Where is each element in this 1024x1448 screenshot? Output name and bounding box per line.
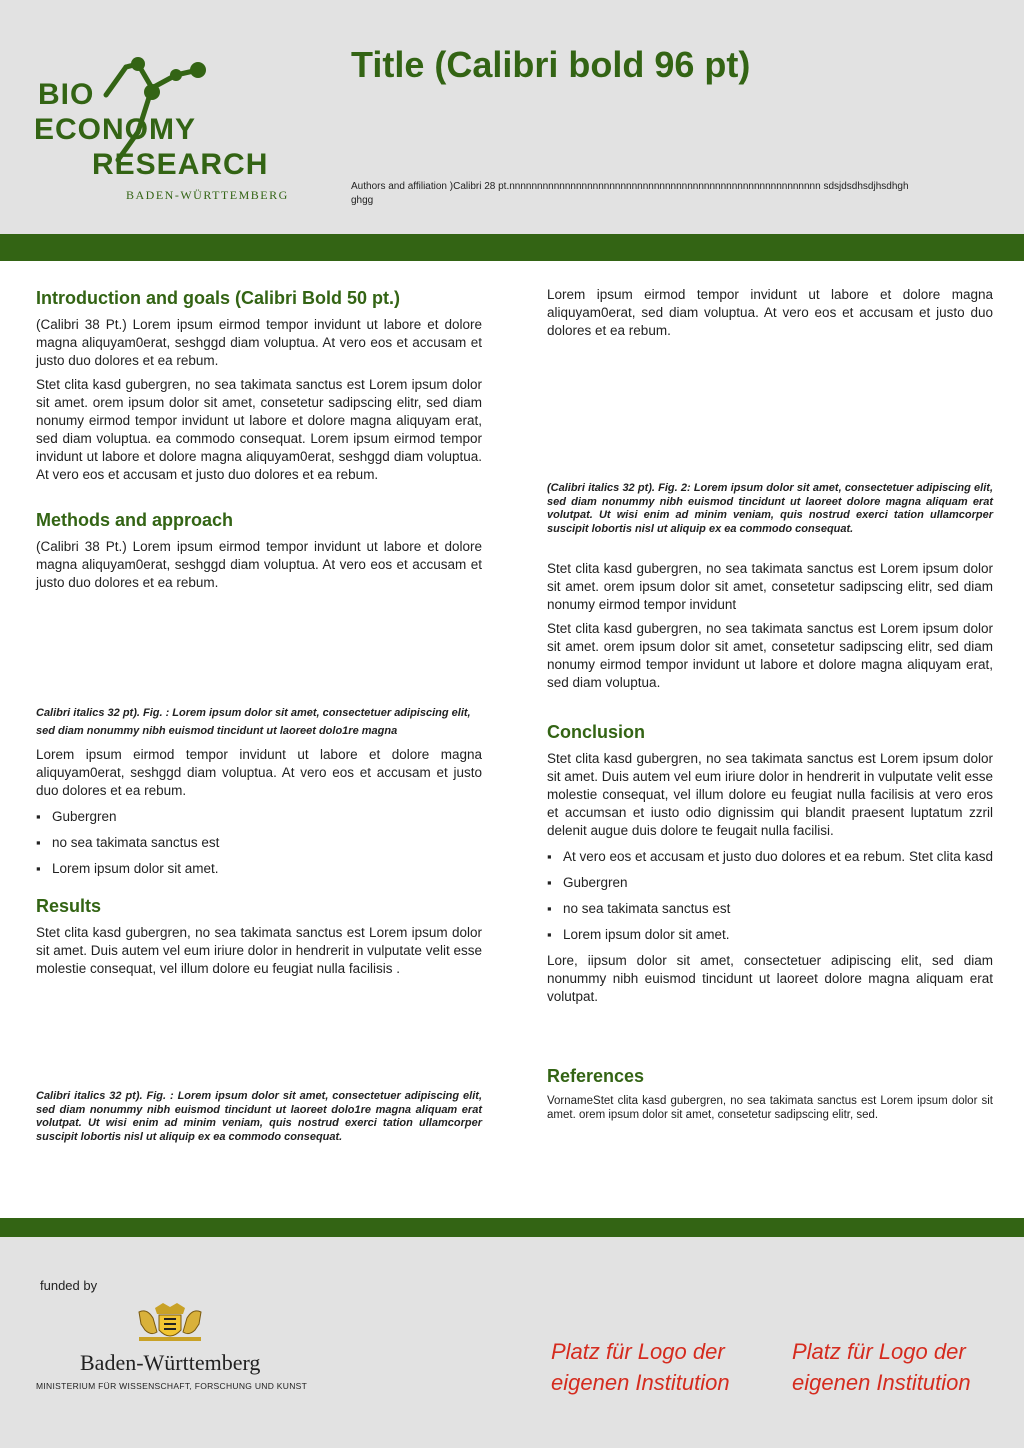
intro-paragraph-2: Stet clita kasd gubergren, no sea takimata sanctus est Lorem ipsum dolor sit amet. orem ipsum dolor sit amet, consetetur sadipscing elitr, sed diam nonumy eirmod tempor invidunt ut labore et dolore magna aliquyam erat, sed diam voluptua. ea commodo consequat. Lorem ipsum eirmod tempor invidunt ut labore et dolore magna aliquyam0erat, seshggd diam voluptua. At vero eos et accusam et justo duo dolores et ea rebum. [36,377,482,482]
bioeconomy-logo [30,50,300,210]
references-text: VornameStet clita kasd gubergren, no sea takimata sanctus est Lorem ipsum dolor sit amet. orem ipsum dolor sit amet, consetetur sadipscing elitr, sed. [547,1095,993,1121]
conclusion-paragraph-2: Lore, iipsum dolor sit amet, consectetuer adipiscing elit, sed diam nonummy nibh euismod tincidunt ut laoreet dolore magna aliquam erat volutpat. [547,953,993,1004]
ministry-name: MINISTERIUM FÜR WISSENSCHAFT, FORSCHUNG UND KUNST [36,1381,308,1391]
logo-placeholder-2: Platz für Logo der eigenen Institution [792,1339,971,1395]
methods-bullet-list [36,808,482,878]
references-heading: References [547,1066,645,1086]
figure-caption-3: Calibri italics 32 pt). Fig. : Lorem ipsum dolor sit amet, consectetuer adipiscing elit, sed diam nonummy nibh euismod tincidunt ut laoreet dolo1re magna aliquam erat volutpat. Ut wisi enim ad minim veniam, quis nostrud exerci tation ullamcorper suscipit lobortis nisl ut aliquip ex ea commodo consequat. [36,1090,482,1143]
figure-caption-1: Calibri italics 32 pt). Fig. : Lorem ipsum dolor sit amet, consectetuer adipiscing elit, sed diam nonummy nibh euismod tincidunt ut laoreet dolo1re magna [36,707,471,737]
conclusion-bullet-list [547,848,993,944]
logo-text-economy: ECONOMY [34,113,197,146]
bottom-green-bar [0,1218,1024,1237]
results-paragraph-1: Stet clita kasd gubergren, no sea takimata sanctus est Lorem ipsum dolor sit amet. Duis autem vel eum iriure dolor in hendrerit in vulputate velit esse molestie consequat, vel illum dolore eu feugiat nulla facilisis . [36,925,482,976]
methods-paragraph-1: (Calibri 38 Pt.) Lorem ipsum eirmod tempor invidunt ut labore et dolore magna aliquyam0erat, seshggd diam voluptua. At vero eos et accusam et justo duo dolores et ea rebum. [36,539,482,590]
conclusion-heading: Conclusion [547,722,645,742]
right-paragraph-3: Stet clita kasd gubergren, no sea takimata sanctus est Lorem ipsum dolor sit amet. orem ipsum dolor sit amet, consetetur sadipscing elitr, sed diam nonumy eirmod tempor invidunt ut labore et dolore magna aliquyam erat, sed diam voluptua. [547,621,993,690]
list-item: ▪ Lorem ipsum dolor sit amet. [36,860,482,878]
conclusion-paragraph-1: Stet clita kasd gubergren, no sea takimata sanctus est Lorem ipsum dolor sit amet. Duis autem vel eum iriure dolor in hendrerit in vulputate velit esse molestie consequat, vel illum dolore eu feugiat nulla facilisis at vero eros et accumsan et iusto odio dignissim qui blandit praesent luptatum zzril delenit augue duis dolore te feugait nulla facilisi. [547,751,993,838]
logo-text-research: RESEARCH [92,148,269,181]
list-item: ▪ At vero eos et accusam et justo duo dolores et ea rebum. Stet clita kasd [547,848,993,866]
figure-placeholder-2 [547,346,993,482]
list-item: ▪ no sea takimata sanctus est [547,900,993,918]
list-item: ▪ Gubergren [36,808,482,826]
poster-title: Title (Calibri bold 96 pt) [351,44,751,85]
list-item: ▪ Gubergren [547,874,993,892]
top-green-bar [0,234,1024,261]
right-paragraph-2: Stet clita kasd gubergren, no sea takimata sanctus est Lorem ipsum dolor sit amet. orem ipsum dolor sit amet, consetetur sadipscing elitr, sed diam nonumy eirmod tempor invidunt [547,561,993,612]
logo-text-region: BADEN-WÜRTTEMBERG [126,188,289,202]
methods-paragraph-2: Lorem ipsum eirmod tempor invidunt ut labore et dolore magna aliquyam0erat, seshggd diam voluptua. At vero eos et accusam et justo duo dolores et ea rebum. [36,747,482,798]
right-column [547,286,993,1122]
bw-state-name: Baden-Württemberg [80,1350,261,1375]
coat-of-arms-icon [133,1302,207,1344]
references-spacer [547,1012,993,1064]
figure-placeholder-3 [36,984,482,1090]
figure-placeholder-1 [36,598,482,704]
methods-heading: Methods and approach [36,510,234,530]
logo-placeholder-1: Platz für Logo der eigenen Institution [551,1339,730,1395]
results-heading: Results [36,896,102,916]
logo-text-bio: BIO [38,78,95,111]
list-item: ▪ no sea takimata sanctus est [36,834,482,852]
figure-caption-2: (Calibri italics 32 pt). Fig. 2: Lorem ipsum dolor sit amet, consectetuer adipiscing elit, sed diam nonummy nibh euismod tincidunt ut laoreet dolore magna aliquam erat volutpat. Ut wisi enim ad minim veniam, quis nostrud exerci tation ullamcorper suscipit lobortis nisl ut aliquip ex ea commodo consequat. [547,482,993,535]
authors-affiliation: Authors and affiliation )Calibri 28 pt.nnnnnnnnnnnnnnnnnnnnnnnnnnnnnnnnnnnnnnnnnnnnnnnnnnnnnnnn sdsjdsdhsdjhsdhghghgg [351,181,909,206]
right-paragraph-1: Lorem ipsum eirmod tempor invidunt ut labore et dolore magna aliquyam0erat, sed diam voluptua. At vero eos et accusam et justo duo dolores et ea rebum. [547,287,993,338]
left-column [36,286,482,1144]
intro-heading: Introduction and goals (Calibri Bold 50 pt.) [36,288,400,308]
intro-paragraph-1: (Calibri 38 Pt.) Lorem ipsum eirmod tempor invidunt ut labore et dolore magna aliquyam0erat, seshggd diam voluptua. At vero eos et accusam et justo duo dolores et ea rebum. [36,317,482,368]
funded-by-label: funded by [40,1278,98,1293]
list-item: ▪ Lorem ipsum dolor sit amet. [547,926,993,944]
